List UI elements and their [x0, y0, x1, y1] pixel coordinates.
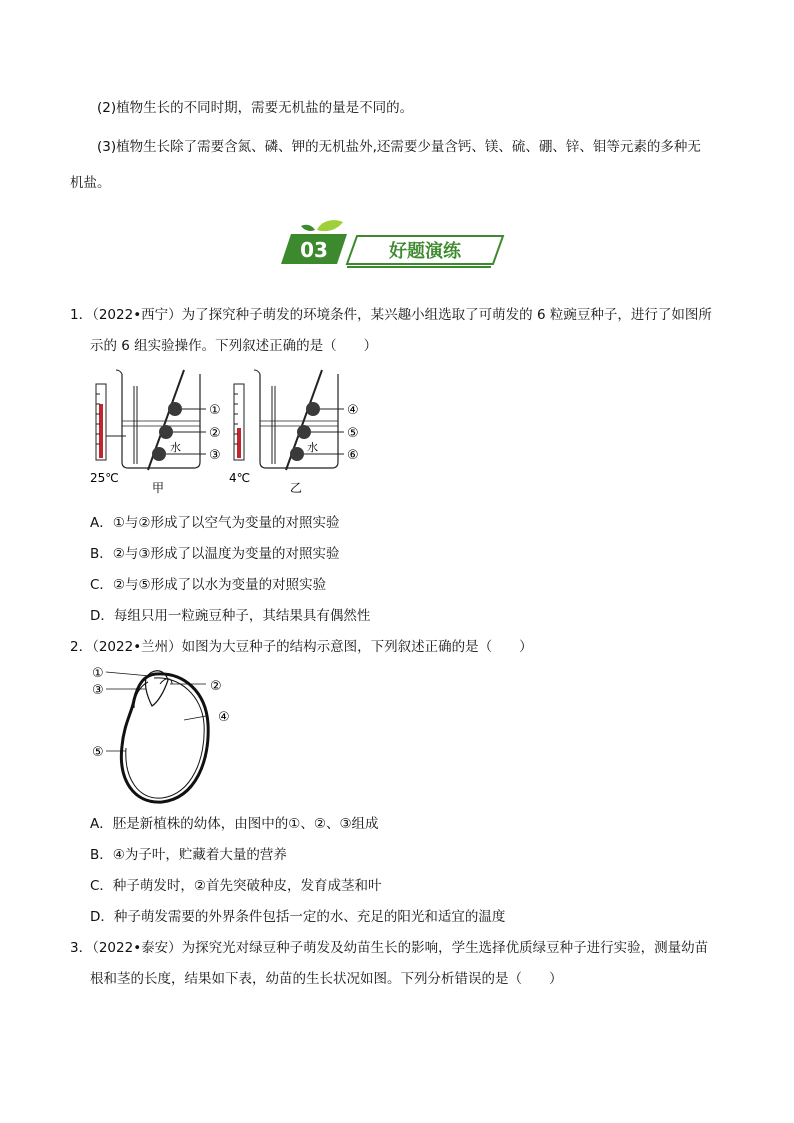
q3-stem-b: 根和茎的长度，结果如下表，幼苗的生长状况如图。下列分析错误的是（ ） [90, 971, 563, 987]
q1-option-b: B．②与③形成了以温度为变量的对照实验 [90, 546, 340, 562]
q1-stem-a: 1．（2022•西宁）为了探究种子萌发的环境条件，某兴趣小组选取了可萌发的 6 粒豌豆种子，进行了如图所 [70, 307, 712, 323]
q2-figure-soybean-seed [88, 662, 248, 808]
beaker-left [106, 370, 206, 470]
q1-stem-b: 示的 6 组实验操作。下列叙述正确的是（ ） [90, 338, 378, 354]
left-temp-label: 25℃ [90, 471, 119, 485]
label-5: ⑤ [347, 426, 359, 441]
label-6: ⑥ [347, 448, 359, 463]
q1-figure [84, 366, 374, 502]
q3-stem-a: 3．（2022•泰安）为探究光对绿豆种子萌发及幼苗生长的影响，学生选择优质绿豆种子进行实验，测量幼苗 [70, 940, 709, 956]
intro-line-3a: (3)植物生长除了需要含氮、磷、钾的无机盐外,还需要少量含钙、镁、硫、硼、锌、钼等元素的多种无 [97, 139, 701, 155]
cotyledon [126, 678, 204, 798]
q1-option-a: A．①与②形成了以空气为变量的对照实验 [90, 515, 340, 531]
seed-label-3: ③ [92, 683, 104, 698]
seed-label-2: ② [210, 679, 222, 694]
q2-option-b: B．④为子叶，贮藏着大量的营养 [90, 847, 287, 863]
intro-line-2: (2)植物生长的不同时期，需要无机盐的量是不同的。 [97, 100, 414, 116]
water-label-right: 水 [307, 441, 318, 454]
label-2: ② [209, 426, 221, 441]
seed-label-5: ⑤ [92, 745, 104, 760]
label-1: ① [209, 403, 221, 418]
q2-stem: 2．（2022•兰州）如图为大豆种子的结构示意图，下列叙述正确的是（ ） [70, 639, 533, 655]
section-number: 03 [300, 238, 328, 262]
q2-option-a: A．胚是新植株的幼体，由图中的①、②、③组成 [90, 816, 379, 832]
thermometer-left [96, 384, 106, 460]
section-title: 好题演练 [389, 241, 461, 262]
right-temp-label: 4℃ [229, 471, 251, 485]
q2-option-d: D．种子萌发需要的外界条件包括一定的水、充足的阳光和适宜的温度 [90, 909, 506, 925]
seed-label-1: ① [92, 666, 104, 681]
right-beaker-name: 乙 [290, 481, 303, 495]
beaker-right [254, 370, 344, 470]
label-3: ③ [209, 448, 221, 463]
intro-line-3b: 机盐。 [70, 175, 111, 191]
seed-label-4: ④ [218, 710, 230, 725]
q2-option-c: C．种子萌发时，②首先突破种皮，发育成茎和叶 [90, 878, 382, 894]
seed-coat [121, 674, 208, 802]
leaf-icon [301, 220, 343, 231]
q1-option-c: C．②与⑤形成了以水为变量的对照实验 [90, 577, 327, 593]
label-4: ④ [347, 403, 359, 418]
water-label-left: 水 [170, 441, 181, 454]
q1-option-d: D．每组只用一粒豌豆种子，其结果具有偶然性 [90, 608, 371, 624]
section-banner [277, 218, 505, 270]
left-beaker-name: 甲 [152, 481, 165, 495]
thermometer-right [234, 384, 244, 460]
